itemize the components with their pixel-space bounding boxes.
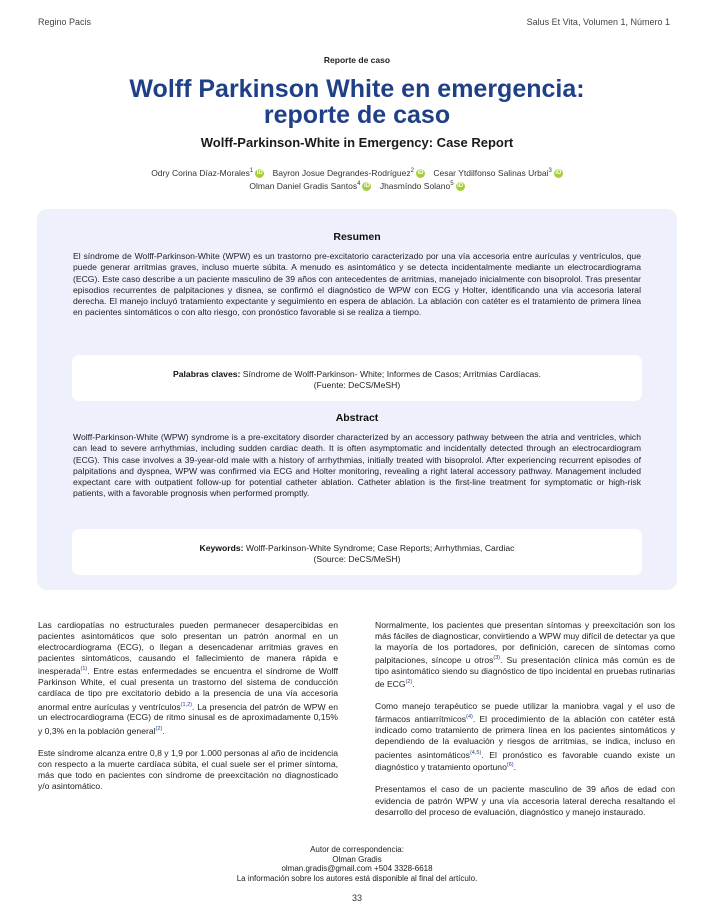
article-title [60,76,654,128]
abstract-panel [37,209,677,590]
orcid-icon[interactable]: iD [417,170,424,177]
author-affiliation: 1 [249,168,254,174]
correspondence-note: La información sobre los autores está disponible al final del artículo. [236,873,478,883]
citation-link[interactable]: (4) [466,714,473,721]
citation-link[interactable]: (1) [80,666,88,673]
author-name: Bayron Josue Degrandes-Rodríguez [272,167,411,178]
author-affiliation: 2 [410,168,414,174]
author [433,168,562,178]
correspondence-author: Olman Gradis [332,854,382,864]
citation-link[interactable]: (6) [506,762,514,769]
orcid-icon[interactable]: iD [256,170,263,177]
author-affiliation: 4 [357,180,361,187]
author [151,168,264,178]
title-line-1: Wolff Parkinson White en emergencia: [129,75,585,103]
citation-link[interactable]: (1,2) [180,701,193,708]
author [273,168,425,178]
body-paragraph: Presentamos el caso de un paciente masculino de 39 años de edad con evidencia de patrón WPW y una vía accesoria lateral derecha resaltando el desarrollo del proceso de evaluación, diagnóstico y manejo instaurado. [375,784,675,817]
author [249,181,371,191]
title-line-2: reporte de caso [263,101,451,129]
citation-link[interactable]: (3) [493,655,501,662]
citation-link[interactable]: (2) [155,725,163,732]
correspondence-label: Autor de correspondencia: [310,845,404,854]
author-affiliation: 3 [548,168,552,174]
keywords-label: Keywords: [199,543,244,553]
journal-publisher: Regino Pacis [38,17,92,27]
body-paragraph: Este síndrome alcanza entre 0,8 y 1,9 por 1.000 personas al año de incidencia con respecto a la muerte cardíaca súbita, el cual suele ser el primer síntoma, más que todo en pacientes con síndrome de preexcitación no diagnosticado y/o asintomático. [38,747,338,791]
orcid-icon[interactable]: iD [363,182,370,189]
author-name: Cesar Ytdilfonso Salinas Urbai [433,167,549,178]
author-list [120,166,594,192]
citation-link[interactable]: (4,5) [469,749,482,756]
abstract-text: Wolff-Parkinson-White (WPW) syndrome is a pre-excitatory disorder characterized by an accessory pathway between the atria and ventricles, which can lead to severe arrhythmias, including sudden cardiac death. It is often asymptomatic and incidentally detected through an electrocardiogram (ECG). This case involves a 39-year-old male with a history of arrhythmias, initially treated with bisoprolol. After experiencing recurrent episodes of palpitations and dyspnea, WPW was confirmed via ECG and Holter monitoring, revealing a right lateral accessory pathway. Management included expectant care with outpatient follow-up for potential catheter ablation. Catheter ablation is the first-line treatment for symptomatic or high-risk patients, with a favorable prognosis when performed promptly. [73,432,641,499]
body-column-left [38,620,338,803]
orcid-icon[interactable]: iD [457,182,464,189]
body-paragraph: Las cardiopatías no estructurales pueden permanecer desapercibidas en pacientes asintomáticos que solo presentan un patrón anormal en un electrocardiograma (ECG), o llegan a desencadenar arritmias graves en pacientes sintomáticos, causando el fallecimiento de manera rápida e inesperada$^{(1)}$. Entre estas enfermedades se encuentra el síndrome de Wolff Parkinson White, el cual presenta un trastorno del sistema de conducción cardíaca de tipo pre excitatorio debido a la presencia de una vía accesoria anormal entre aurículas y ventrículos$^{(1,2)}$. La presencia del patrón de WPW en un electrocardiograma (ECG) de ritmo sinusal es de aproximadamente 0,15% y 0,3% en la población general$^{(2)}$. [38,620,338,736]
orcid-icon[interactable]: iD [555,170,562,177]
palabras-claves-label: Palabras claves: [173,369,241,379]
author-name: Jhasmíndo Solano [379,180,451,191]
keywords-source: (Source: DeCS/MeSH) [313,554,401,564]
author [380,181,465,191]
article-type: Reporte de caso [323,55,391,65]
author-affiliation: 5 [450,180,454,187]
resumen-heading: Resumen [333,231,381,243]
palabras-claves-text: Síndrome de Wolff-Parkinson- White; Informes de Casos; Arritmias Cardíacas. [242,369,541,379]
journal-issue: Salus Et Vita, Volumen 1, Número 1 [526,17,670,27]
author-name: Odry Corina Díaz-Morales [151,167,250,178]
keywords-text: Wolff-Parkinson-White Syndrome; Case Reports; Arrhythmias, Cardiac [245,543,515,553]
abstract-heading: Abstract [335,412,379,424]
citation-link[interactable]: (2) [405,679,413,686]
correspondence-block [0,845,714,883]
english-title: Wolff-Parkinson-White in Emergency: Case Report [200,135,514,150]
body-paragraph: Como manejo terapéutico se puede utilizar la maniobra vagal y el uso de fármacos antiarrítmicos$^{(4)}$. El procedimiento de la ablación con catéter está indicado como tratamiento de primera línea en los pacientes sintomáticos y dependiendo de la evaluación y riesgos de arritmias, se indica, incluso en pacientes asintomáticos$^{(4,5)}$. El pronóstico es favorable cuando existe un diagnóstico y tratamiento oportuno$^{(6)}$. [375,701,675,773]
palabras-claves-card [72,355,642,401]
palabras-claves-source: (Fuente: DeCS/MeSH) [313,380,401,390]
page-number: 33 [351,893,362,903]
body-column-right [375,620,675,829]
keywords-card [72,529,642,575]
body-paragraph: Normalmente, los pacientes que presentan síntomas y preexcitación son los más fáciles de diagnosticar, convirtiendo a WPW muy difícil de detectar ya que la mayoría de los portadores, por definición, carecen de síntomas como palpitaciones, síncope u otros$^{(3)}$. Su presentación clínica más común es de tipo asintomático siendo su diagnóstico de tipo incidental en pruebas rutinarias de ECG$^{(2)}$. [375,620,676,690]
correspondence-contact[interactable]: olman.gradis@gmail.com +504 3328-6618 [281,864,433,874]
resumen-text: El síndrome de Wolff-Parkinson-White (WPW) es un trastorno pre-excitatorio caracterizado por una vía accesoria entre aurículas y ventrículos, que puede generar arritmias graves, incluso muerte súbita. A menudo es asintomático y se detecta incidentalmente mediante un electrocardiograma (ECG). Este caso describe a un paciente masculino de 39 años con antecedentes de arritmias, manejado inicialmente con bisoprolol. Tras presentar episodios recurrentes de palpitaciones y disnea, se confirmó el diagnóstico de WPW con ECG y Holter, identificando una vía accesoria lateral derecha. El manejo incluyó tratamiento expectante y seguimiento en espera de ablación. La ablación con catéter es el tratamiento de primera línea en pacientes sintomáticos o con alto riesgo, con pronóstico favorable si se realiza a tiempo. [73,251,641,318]
author-name: Olman Daniel Gradis Santos [249,180,358,191]
